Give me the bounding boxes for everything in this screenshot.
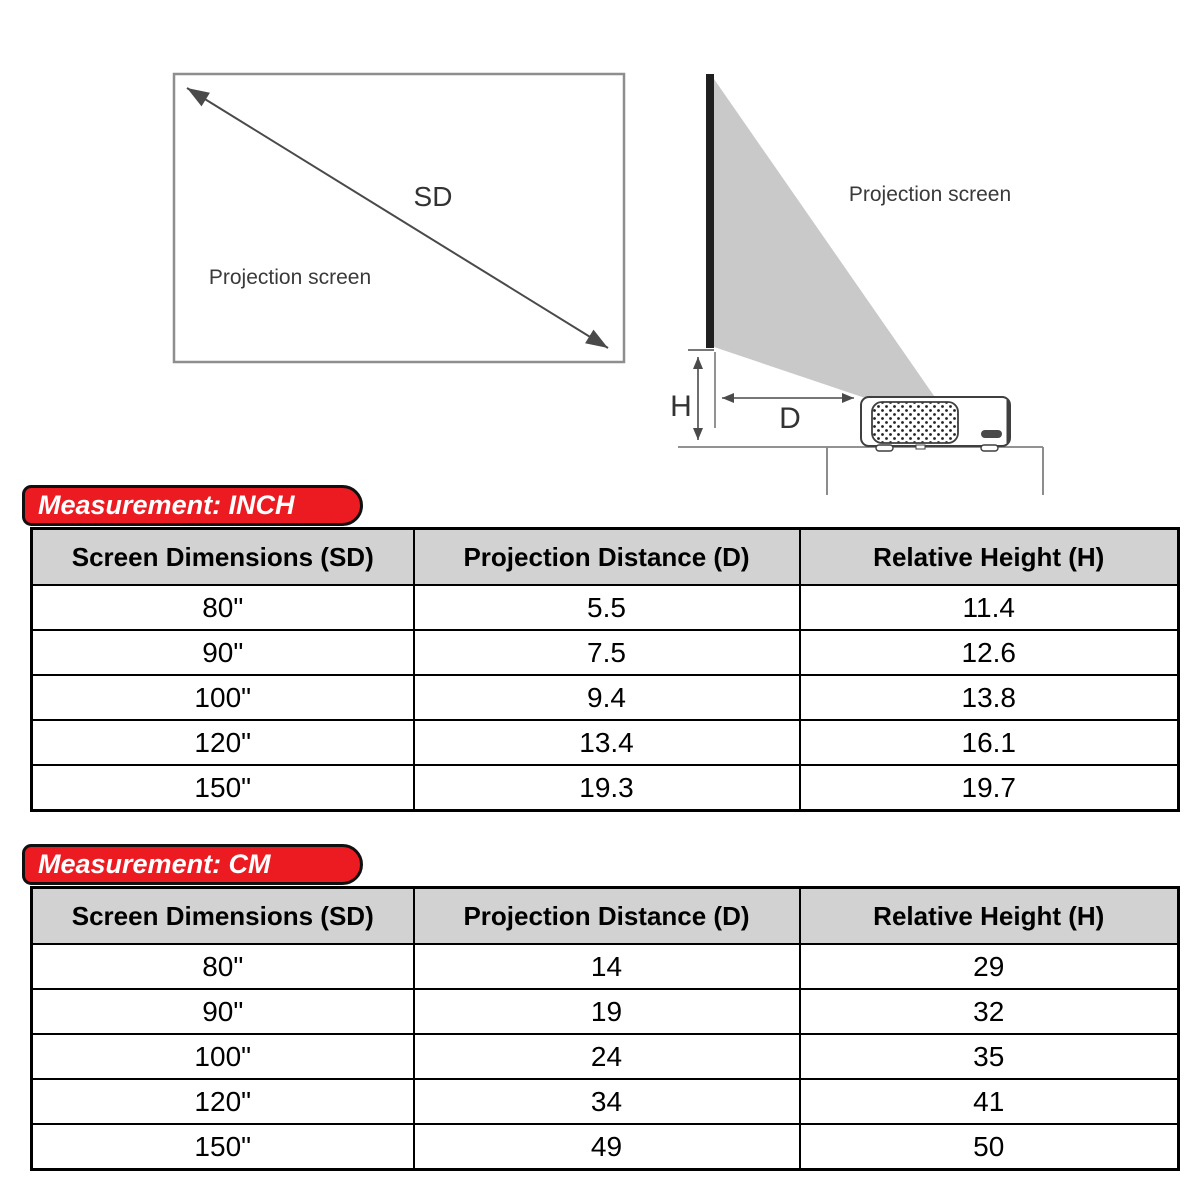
table-cell: 11.4 (800, 585, 1179, 630)
screen-side-bar (706, 74, 714, 348)
table-cell: 13.8 (800, 675, 1179, 720)
table-cell: 120" (32, 720, 414, 765)
projector-foot-right (981, 445, 998, 451)
distance-label: D (779, 402, 801, 435)
height-label: H (670, 390, 692, 423)
table-cell: 49 (414, 1124, 800, 1170)
table-row (32, 944, 1179, 989)
table-cell: 80" (32, 944, 414, 989)
projection-diagram (0, 0, 1200, 512)
table-header-row (32, 529, 1179, 586)
table-row (32, 720, 1179, 765)
header-cell-h: Relative Height (H) (800, 888, 1179, 945)
screen-front-label: Projection screen (208, 266, 372, 289)
table-cell: 41 (800, 1079, 1179, 1124)
table-row (32, 1079, 1179, 1124)
table-cell: 9.4 (414, 675, 800, 720)
header-cell-sd: Screen Dimensions (SD) (32, 529, 414, 586)
table-cell: 14 (414, 944, 800, 989)
projector-grille (872, 402, 958, 443)
sd-diagonal-arrow (187, 88, 608, 348)
inch-badge-label: Measurement: INCH (38, 490, 295, 520)
screen-side-label: Projection screen (848, 183, 1012, 206)
table-cell: 29 (800, 944, 1179, 989)
table-row (32, 765, 1179, 811)
inch-badge (22, 485, 363, 526)
inch-table (30, 527, 1180, 812)
projection-side-view (670, 74, 1043, 495)
table-cell: 34 (414, 1079, 800, 1124)
cm-badge-label: Measurement: CM (38, 849, 271, 879)
table-cell: 35 (800, 1034, 1179, 1079)
table-cell: 19.7 (800, 765, 1179, 811)
table-cell: 120" (32, 1079, 414, 1124)
table-row (32, 585, 1179, 630)
projector (861, 397, 1010, 451)
table-header-row (32, 888, 1179, 945)
projector-foot-left (876, 445, 893, 451)
table-cell: 150" (32, 765, 414, 811)
projector-notch (916, 445, 925, 449)
header-cell-d: Projection Distance (D) (414, 529, 800, 586)
cm-badge (22, 844, 363, 885)
sd-label: SD (413, 181, 453, 212)
table-cell: 100" (32, 675, 414, 720)
table-cell: 16.1 (800, 720, 1179, 765)
table-row (32, 989, 1179, 1034)
table-cell: 5.5 (414, 585, 800, 630)
table-cell: 150" (32, 1124, 414, 1170)
table-cell: 13.4 (414, 720, 800, 765)
table-cell: 100" (32, 1034, 414, 1079)
table-cell: 12.6 (800, 630, 1179, 675)
table-cell: 19.3 (414, 765, 800, 811)
table-cell: 80" (32, 585, 414, 630)
table-row (32, 675, 1179, 720)
table-cell: 24 (414, 1034, 800, 1079)
table-row (32, 1034, 1179, 1079)
screen-front-view (174, 74, 624, 362)
table-cell: 90" (32, 989, 414, 1034)
header-cell-sd: Screen Dimensions (SD) (32, 888, 414, 945)
table-row (32, 630, 1179, 675)
table-cell: 50 (800, 1124, 1179, 1170)
table-cell: 32 (800, 989, 1179, 1034)
projection-beam (714, 79, 957, 429)
projector-button (981, 430, 1002, 438)
table-row (32, 1124, 1179, 1170)
table-cell: 7.5 (414, 630, 800, 675)
cm-table (30, 886, 1180, 1171)
table-cell: 90" (32, 630, 414, 675)
table-cell: 19 (414, 989, 800, 1034)
header-cell-d: Projection Distance (D) (414, 888, 800, 945)
header-cell-h: Relative Height (H) (800, 529, 1179, 586)
